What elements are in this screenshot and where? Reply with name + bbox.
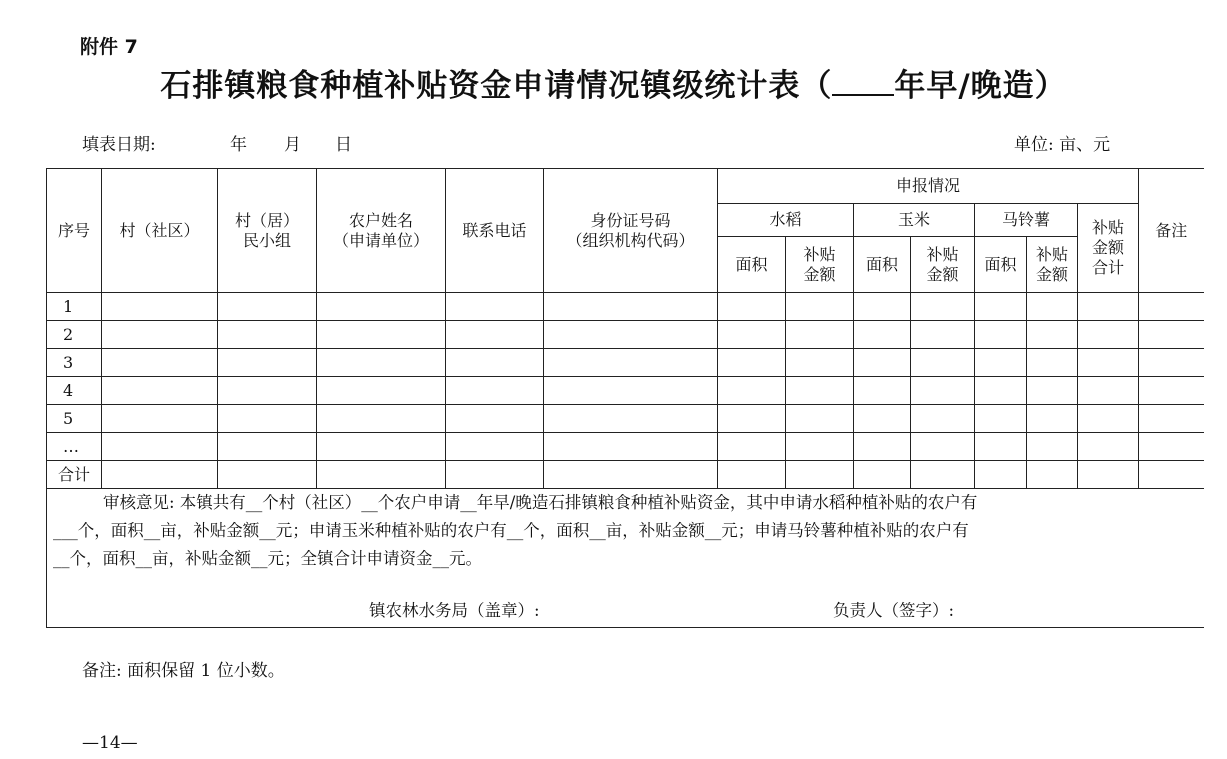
- cell[interactable]: [854, 349, 911, 377]
- cell[interactable]: [1139, 405, 1204, 433]
- potato-subsidy-line2: 金额: [1035, 264, 1068, 284]
- review-text: [47, 489, 1204, 573]
- cell[interactable]: [446, 377, 544, 405]
- cell[interactable]: [544, 377, 718, 405]
- cell[interactable]: [446, 461, 544, 489]
- cell[interactable]: [975, 461, 1027, 489]
- header-remark: 备注: [1139, 169, 1204, 293]
- header-id-line2: （组织机构代码）: [566, 230, 695, 250]
- cell[interactable]: [544, 293, 718, 321]
- cell[interactable]: [317, 461, 446, 489]
- header-id: [544, 169, 718, 293]
- header-farmer-line2: （申请单位）: [332, 230, 429, 250]
- table-row: [47, 349, 1204, 377]
- cell[interactable]: [544, 321, 718, 349]
- cell[interactable]: [218, 321, 317, 349]
- cell[interactable]: [446, 321, 544, 349]
- header-report: 申报情况: [718, 169, 1139, 204]
- cell[interactable]: [854, 405, 911, 433]
- table-row: [47, 321, 1204, 349]
- form-title: [0, 60, 1227, 105]
- cell[interactable]: [854, 433, 911, 461]
- fill-date-label: 填表日期:: [82, 135, 156, 155]
- header-group: [218, 169, 317, 293]
- cell[interactable]: [544, 461, 718, 489]
- cell[interactable]: [786, 349, 854, 377]
- cell[interactable]: [718, 377, 786, 405]
- cell[interactable]: [975, 405, 1027, 433]
- header-seq: 序号: [47, 169, 102, 293]
- cell[interactable]: [317, 433, 446, 461]
- cell[interactable]: [218, 293, 317, 321]
- cell[interactable]: [786, 377, 854, 405]
- cell[interactable]: [854, 293, 911, 321]
- cell[interactable]: [1078, 461, 1139, 489]
- cell[interactable]: [1139, 293, 1204, 321]
- cell[interactable]: [102, 405, 218, 433]
- cell[interactable]: [911, 461, 975, 489]
- unit-label: 单位: 亩、元: [1014, 135, 1111, 155]
- header-group-line2: 民小组: [242, 230, 291, 250]
- cell[interactable]: [975, 293, 1027, 321]
- header-total-line2: 金额: [1092, 238, 1125, 257]
- cell[interactable]: [718, 433, 786, 461]
- header-potato: 马铃薯: [975, 204, 1078, 237]
- cell[interactable]: [317, 349, 446, 377]
- title-prefix: 石排镇粮食种植补贴资金申请情况镇级统计表（: [160, 68, 833, 104]
- corn-subsidy-line1: 补贴: [926, 244, 959, 264]
- cell[interactable]: [911, 405, 975, 433]
- header-id-line1: 身份证号码: [590, 210, 671, 230]
- review-line-2: ___个，面积__亩，补贴金额__元；申请玉米种植补贴的农户有__个，面积__亩，补贴金额__元；申请马铃薯种植补贴的农户有: [53, 521, 969, 540]
- cell[interactable]: [1078, 433, 1139, 461]
- rice-subsidy: [786, 237, 854, 293]
- header-group-line1: 村（居）: [234, 210, 299, 230]
- cell[interactable]: [1027, 377, 1078, 405]
- cell[interactable]: [1139, 349, 1204, 377]
- statistics-table: [46, 168, 1204, 628]
- header-farmer-line1: 农户姓名: [348, 210, 413, 230]
- corn-subsidy-line2: 金额: [926, 264, 959, 284]
- cell[interactable]: [317, 405, 446, 433]
- cell[interactable]: [446, 293, 544, 321]
- header-phone: 联系电话: [446, 169, 544, 293]
- rice-subsidy-line2: 金额: [803, 264, 836, 284]
- cell[interactable]: [1027, 349, 1078, 377]
- cell[interactable]: [544, 433, 718, 461]
- cell[interactable]: [102, 293, 218, 321]
- cell[interactable]: [317, 321, 446, 349]
- year-blank: [832, 68, 894, 96]
- header-village: 村（社区）: [102, 169, 218, 293]
- cell[interactable]: [1078, 293, 1139, 321]
- table-row: [47, 433, 1204, 461]
- table-row: [47, 405, 1204, 433]
- cell[interactable]: [1078, 321, 1139, 349]
- cell[interactable]: [544, 349, 718, 377]
- cell[interactable]: [718, 321, 786, 349]
- review-section: [47, 489, 1204, 628]
- cell[interactable]: [1027, 293, 1078, 321]
- cell[interactable]: [786, 461, 854, 489]
- corn-area: 面积: [854, 237, 911, 293]
- cell[interactable]: [786, 321, 854, 349]
- header-farmer: [317, 169, 446, 293]
- header-total-line1: 补贴: [1092, 218, 1125, 237]
- cell[interactable]: [911, 349, 975, 377]
- cell[interactable]: [786, 433, 854, 461]
- cell[interactable]: [218, 461, 317, 489]
- cell[interactable]: [1078, 349, 1139, 377]
- cell[interactable]: [1027, 321, 1078, 349]
- table-row: [47, 377, 1204, 405]
- cell[interactable]: [1027, 433, 1078, 461]
- bureau-seal-label: 镇农林水务局（盖章）:: [369, 601, 540, 620]
- cell[interactable]: [446, 405, 544, 433]
- cell[interactable]: [317, 377, 446, 405]
- cell[interactable]: [102, 461, 218, 489]
- cell[interactable]: [786, 405, 854, 433]
- cell[interactable]: [102, 433, 218, 461]
- table-row: [47, 293, 1204, 321]
- cell[interactable]: [854, 461, 911, 489]
- total-row: [47, 461, 1204, 489]
- cell[interactable]: [854, 321, 911, 349]
- cell[interactable]: [975, 377, 1027, 405]
- cell[interactable]: [854, 377, 911, 405]
- cell[interactable]: [102, 321, 218, 349]
- cell[interactable]: [1078, 377, 1139, 405]
- cell[interactable]: [544, 405, 718, 433]
- cell[interactable]: [718, 405, 786, 433]
- cell[interactable]: [718, 461, 786, 489]
- cell[interactable]: [975, 349, 1027, 377]
- header-rice: 水稻: [718, 204, 854, 237]
- title-suffix: 年早/晚造）: [894, 68, 1067, 104]
- cell[interactable]: [718, 293, 786, 321]
- row-number: 3: [47, 349, 102, 377]
- cell[interactable]: [1139, 321, 1204, 349]
- cell[interactable]: [718, 349, 786, 377]
- cell[interactable]: [1078, 405, 1139, 433]
- review-line-3: __个，面积__亩，补贴金额__元；全镇合计申请资金__元。: [53, 549, 482, 568]
- review-line-1: 审核意见: 本镇共有__个村（社区）__个农户申请__年早/晚造石排镇粮食种植补贴资金，其中申请水稻种植补贴的农户有: [103, 493, 978, 512]
- cell[interactable]: [1027, 405, 1078, 433]
- cell[interactable]: [1139, 461, 1204, 489]
- header-corn: 玉米: [854, 204, 975, 237]
- row-number: 4: [47, 377, 102, 405]
- cell[interactable]: [1139, 377, 1204, 405]
- date-year: 年: [230, 135, 247, 155]
- cell[interactable]: [1027, 461, 1078, 489]
- cell[interactable]: [911, 293, 975, 321]
- rice-area: 面积: [718, 237, 786, 293]
- potato-subsidy-line1: 补贴: [1035, 244, 1068, 264]
- total-row-label: 合计: [47, 461, 102, 489]
- cell[interactable]: [975, 433, 1027, 461]
- row-number: 5: [47, 405, 102, 433]
- cell[interactable]: [218, 349, 317, 377]
- potato-subsidy: [1027, 237, 1078, 293]
- page-number: —14—: [82, 733, 138, 753]
- row-number: 2: [47, 321, 102, 349]
- row-number: 1: [47, 293, 102, 321]
- cell[interactable]: [911, 433, 975, 461]
- cell[interactable]: [102, 349, 218, 377]
- cell[interactable]: [218, 433, 317, 461]
- header-total-subsidy: [1078, 204, 1139, 293]
- cell[interactable]: [1139, 433, 1204, 461]
- cell[interactable]: [317, 293, 446, 321]
- corn-subsidy: [911, 237, 975, 293]
- header-total-line3: 合计: [1092, 258, 1125, 277]
- cell[interactable]: [975, 321, 1027, 349]
- cell[interactable]: [102, 377, 218, 405]
- rice-subsidy-line1: 补贴: [803, 244, 836, 264]
- cell[interactable]: [911, 321, 975, 349]
- cell[interactable]: [446, 349, 544, 377]
- cell[interactable]: [446, 433, 544, 461]
- cell[interactable]: [218, 405, 317, 433]
- cell[interactable]: [911, 377, 975, 405]
- footnote: 备注: 面积保留 1 位小数。: [82, 661, 285, 681]
- date-month: 月: [284, 135, 301, 155]
- attachment-label: 附件 7: [80, 36, 138, 58]
- cell[interactable]: [786, 293, 854, 321]
- date-day: 日: [335, 135, 352, 155]
- potato-area: 面积: [975, 237, 1027, 293]
- row-number: …: [47, 433, 102, 461]
- cell[interactable]: [218, 377, 317, 405]
- responsible-signature-label: 负责人（签字）:: [833, 601, 955, 620]
